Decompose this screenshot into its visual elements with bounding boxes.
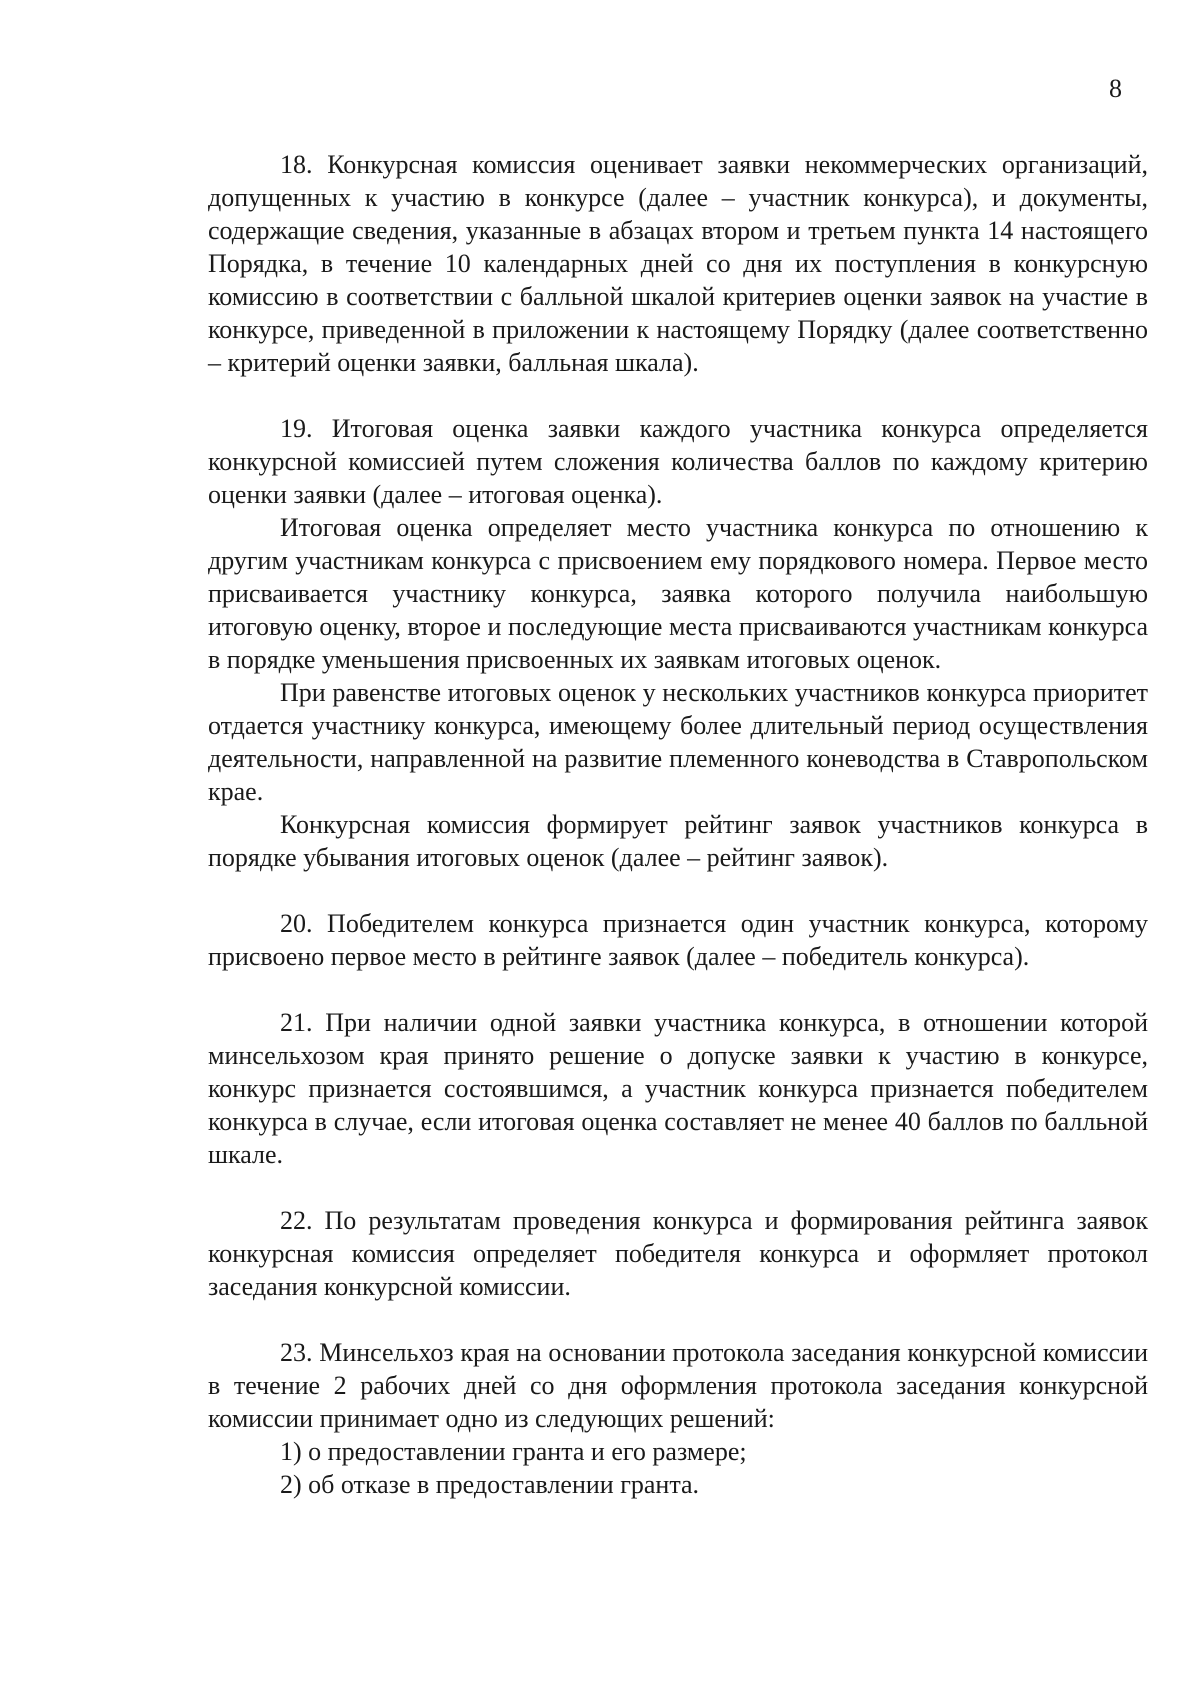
paragraph-18: 18. Конкурсная комиссия оценивает заявки некоммерческих организаций, допущенных к участию в конкурсе (далее – участник конкурса), и документы, содержащие сведения, указанные в абзацах втором и третьем пункта 14 настоящего Порядка, в течение 10 календарных дней со дня их поступления в конкурсную комиссию в соответствии с балльной шкалой критериев оценки заявок на участие в конкурсе, приведенной в приложении к настоящему Порядку (далее соответственно – критерий оценки заявки, балльная шкала). <box>208 150 1148 377</box>
paragraph-22: 22. По результатам проведения конкурса и формирования рейтинга заявок конкурсная комиссия определяет победителя конкурса и оформляет протокол заседания конкурсной комиссии. <box>208 1206 1148 1301</box>
paragraph-21: 21. При наличии одной заявки участника конкурса, в отношении которой минсельхозом края принято решение о допуске заявки к участию в конкурсе, конкурс признается состоявшимся, а участник конкурса признается победителем конкурса в случае, если итоговая оценка составляет не менее 40 баллов по балльной шкале. <box>208 1008 1148 1169</box>
list-item-grant-provision: 1) о предоставлении гранта и его размере; <box>280 1437 747 1466</box>
page-number: 8 <box>1109 74 1122 103</box>
paragraph-19-final-score: Итоговая оценка определяет место участника конкурса по отношению к другим участникам конкурса с присвоением ему порядкового номера. Первое место присваивается участнику конкурса, заявка которого получила наибольшую итоговую оценку, второе и последующие места присваиваются участникам конкурса в порядке уменьшения присвоенных их заявкам итоговых оценок. <box>208 513 1148 674</box>
paragraph-19-tie-break: При равенстве итоговых оценок у нескольких участников конкурса приоритет отдается участнику конкурса, имеющему более длительный период осуществления деятельности, направленной на развитие племенного коневодства в Ставропольском крае. <box>208 678 1148 806</box>
paragraph-19: 19. Итоговая оценка заявки каждого участника конкурса определяется конкурсной комиссией путем сложения количества баллов по каждому критерию оценки заявки (далее – итоговая оценка). <box>208 414 1148 509</box>
document-body <box>208 148 1148 1501</box>
list-item-grant-refusal: 2) об отказе в предоставлении гранта. <box>280 1470 700 1499</box>
paragraph-20: 20. Победителем конкурса признается один участник конкурса, которому присвоено первое место в рейтинге заявок (далее – победитель конкурса). <box>208 909 1148 971</box>
paragraph-19-rating: Конкурсная комиссия формирует рейтинг заявок участников конкурса в порядке убывания итоговых оценок (далее – рейтинг заявок). <box>208 810 1148 872</box>
paragraph-23: 23. Минсельхоз края на основании протокола заседания конкурсной комиссии в течение 2 рабочих дней со дня оформления протокола заседания конкурсной комиссии принимает одно из следующих решений: <box>208 1338 1148 1433</box>
